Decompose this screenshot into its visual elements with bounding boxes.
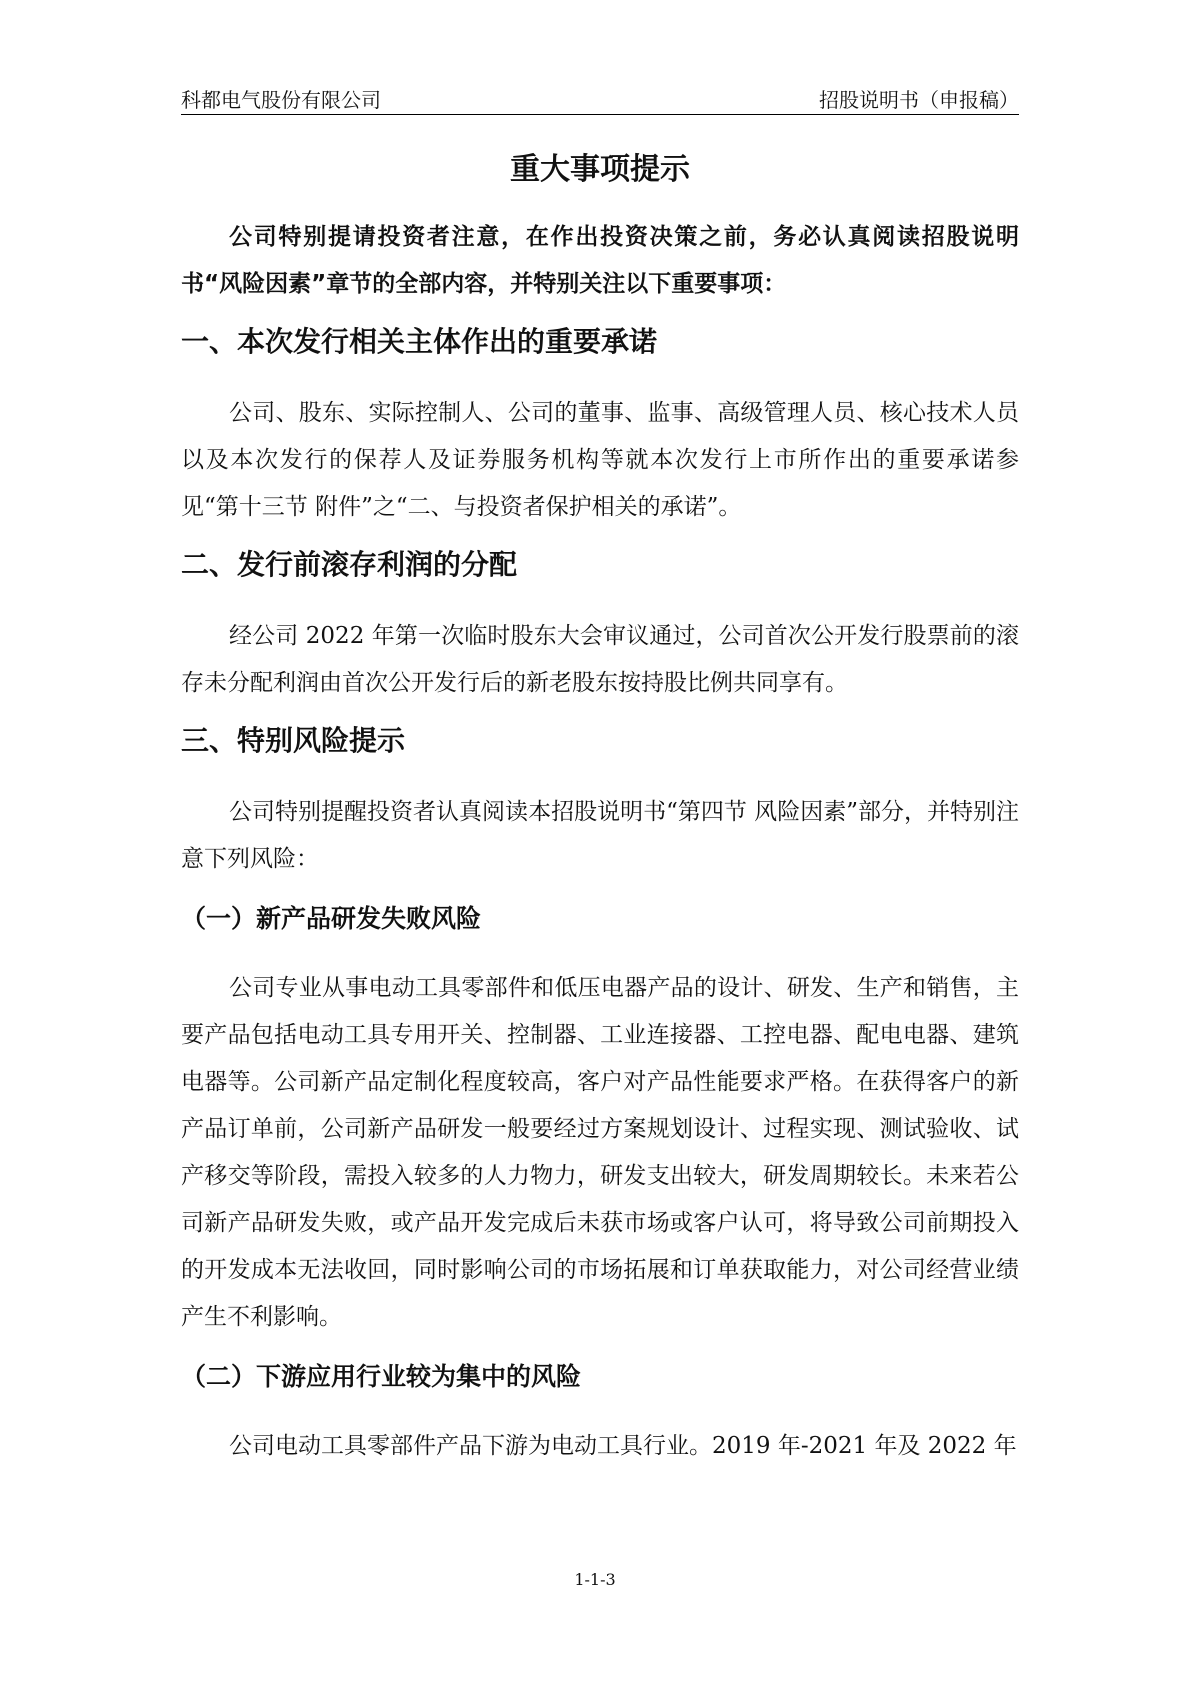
section-heading-risk-notice: 三、特别风险提示 <box>181 724 406 757</box>
subsection-heading-rd-risk: （一）新产品研发失败风险 <box>181 904 482 933</box>
page-content <box>181 148 1019 1470</box>
subsection-text-downstream-risk: 公司电动工具零部件产品下游为电动工具行业。2019 年-2021 年及 2022 年 <box>229 1433 1017 1459</box>
section-text-commitments: 公司、股东、实际控制人、公司的董事、监事、高级管理人员、核心技术人员以及本次发行的保荐人及证券服务机构等就本次发行上市所作出的重要承诺参见“第十三节 附件”之“二、与投资者保护相关的承诺”。 <box>181 400 1019 520</box>
header-document-type: 招股说明书（申报稿） <box>819 88 1019 112</box>
section-text-risk-notice: 公司特别提醒投资者认真阅读本招股说明书“第四节 风险因素”部分，并特别注意下列风险： <box>181 799 1019 872</box>
subsection-heading-downstream-risk: （二）下游应用行业较为集中的风险 <box>181 1362 582 1391</box>
subsection-text-rd-risk: 公司专业从事电动工具零部件和低压电器产品的设计、研发、生产和销售，主要产品包括电动工具专用开关、控制器、工业连接器、工控电器、配电电器、建筑电器等。公司新产品定制化程度较高，客户对产品性能要求严格。在获得客户的新产品订单前，公司新产品研发一般要经过方案规划设计、过程实现、测试验收、试产移交等阶段，需投入较多的人力物力，研发支出较大，研发周期较长。未来若公司新产品研发失败，或产品开发完成后未获市场或客户认可，将导致公司前期投入的开发成本无法收回，同时影响公司的市场拓展和订单获取能力，对公司经营业绩产生不利影响。 <box>181 975 1019 1330</box>
header-company-name: 科都电气股份有限公司 <box>181 88 381 112</box>
section-heading-commitments: 一、本次发行相关主体作出的重要承诺 <box>181 325 658 358</box>
section-text-profit-distribution: 经公司 2022 年第一次临时股东大会审议通过，公司首次公开发行股票前的滚存未分配利润由首次公开发行后的新老股东按持股比例共同享有。 <box>181 623 1019 696</box>
page-header <box>181 84 1019 115</box>
section-heading-profit-distribution: 二、发行前滚存利润的分配 <box>181 548 518 581</box>
page-title: 重大事项提示 <box>510 152 690 187</box>
page-number: 1-1-3 <box>574 1570 616 1589</box>
intro-paragraph: 公司特别提请投资者注意，在作出投资决策之前，务必认真阅读招股说明书“风险因素”章节的全部内容，并特别关注以下重要事项： <box>181 224 1019 297</box>
